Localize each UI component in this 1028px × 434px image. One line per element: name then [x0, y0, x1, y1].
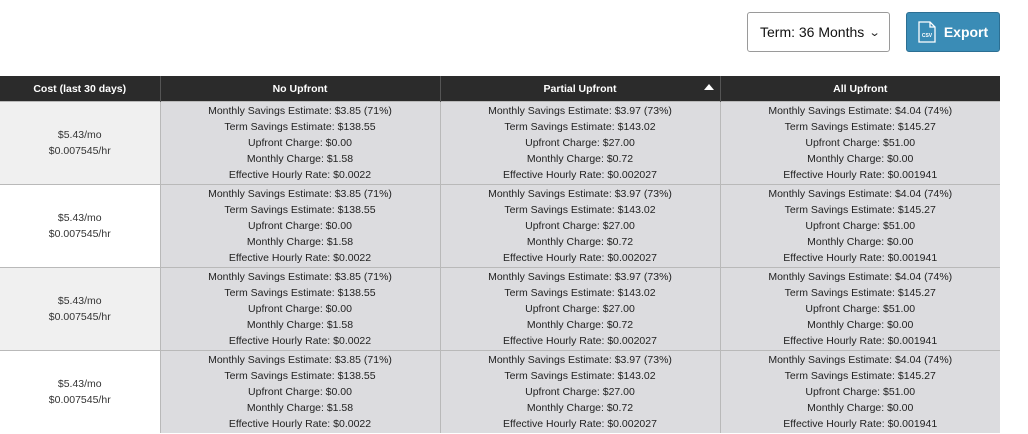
all-upfront-cell	[720, 351, 1000, 434]
header-cost[interactable]: Cost (last 30 days)	[0, 76, 160, 102]
cell-line: Monthly Savings Estimate: $3.97 (73%)	[488, 105, 672, 117]
cell-line: Monthly Charge: $0.72	[526, 402, 634, 414]
cell-line: Term Savings Estimate: $138.55	[224, 204, 376, 216]
csv-file-icon	[918, 21, 936, 43]
no-upfront-cell	[160, 185, 440, 268]
cell-line: Term Savings Estimate: $138.55	[224, 287, 376, 299]
cell-line: Term Savings Estimate: $143.02	[504, 204, 656, 216]
cell-line: Monthly Charge: $1.58	[246, 319, 354, 331]
cell-line: Monthly Charge: $0.00	[807, 319, 914, 331]
cell-line: Effective Hourly Rate: $0.0022	[228, 418, 372, 430]
cell-line: Upfront Charge: $51.00	[805, 303, 916, 315]
cell-line: Term Savings Estimate: $145.27	[784, 204, 936, 216]
cost-cell	[0, 268, 160, 351]
cell-line: Monthly Charge: $1.58	[246, 236, 354, 248]
cell-line: Monthly Savings Estimate: $3.97 (73%)	[488, 354, 672, 366]
cell-line: $0.007545/hr	[48, 228, 111, 240]
cell-line: Term Savings Estimate: $145.27	[784, 121, 936, 133]
cell-line: Upfront Charge: $27.00	[525, 386, 635, 398]
cell-line: $0.007545/hr	[48, 145, 111, 157]
cell-line: Upfront Charge: $27.00	[525, 303, 635, 315]
cell-line: Upfront Charge: $51.00	[805, 220, 916, 232]
export-button[interactable]	[906, 12, 1000, 52]
header-all-upfront[interactable]: All Upfront	[720, 76, 1000, 102]
cell-line: Effective Hourly Rate: $0.0022	[228, 335, 372, 347]
cell-line: Monthly Charge: $0.00	[807, 153, 914, 165]
partial-upfront-cell	[440, 268, 720, 351]
partial-upfront-cell	[440, 102, 720, 185]
header-partial-upfront-label: Partial Upfront	[543, 82, 617, 95]
cell-line: Monthly Charge: $0.00	[807, 402, 914, 414]
partial-upfront-cell	[440, 185, 720, 268]
cell-line: Term Savings Estimate: $138.55	[224, 121, 376, 133]
cell-line: Monthly Charge: $0.72	[526, 319, 634, 331]
cell-line: Effective Hourly Rate: $0.0022	[228, 169, 372, 181]
all-upfront-cell	[720, 102, 1000, 185]
table-row	[0, 185, 1000, 268]
cell-line: Monthly Charge: $0.72	[526, 153, 634, 165]
cell-line: Upfront Charge: $51.00	[805, 386, 916, 398]
cell-line: Monthly Savings Estimate: $4.04 (74%)	[768, 105, 953, 117]
cell-line: Effective Hourly Rate: $0.002027	[503, 169, 657, 181]
cell-line: Monthly Charge: $1.58	[246, 153, 354, 165]
sort-ascending-icon	[704, 84, 714, 90]
cell-line: $0.007545/hr	[48, 311, 111, 323]
cell-line: $5.43/mo	[57, 295, 102, 307]
cell-line: Effective Hourly Rate: $0.001941	[783, 169, 938, 181]
all-upfront-cell	[720, 185, 1000, 268]
cell-line: $0.007545/hr	[48, 394, 111, 406]
toolbar	[747, 12, 1000, 52]
cell-line: Monthly Savings Estimate: $3.85 (71%)	[208, 105, 392, 117]
cell-line: Effective Hourly Rate: $0.002027	[503, 418, 657, 430]
cell-line: Term Savings Estimate: $143.02	[504, 287, 656, 299]
cell-line: Upfront Charge: $27.00	[525, 220, 635, 232]
cost-cell	[0, 351, 160, 434]
partial-upfront-cell	[440, 351, 720, 434]
cell-line: Effective Hourly Rate: $0.0022	[228, 252, 372, 264]
cell-line: Monthly Charge: $0.72	[526, 236, 634, 248]
cell-line: Effective Hourly Rate: $0.002027	[503, 335, 657, 347]
cell-line: Term Savings Estimate: $143.02	[504, 370, 656, 382]
cell-line: Monthly Savings Estimate: $3.97 (73%)	[488, 271, 672, 283]
table-row	[0, 268, 1000, 351]
cell-line: Monthly Charge: $1.58	[246, 402, 354, 414]
chevron-down-icon: ⌄	[868, 26, 881, 39]
cell-line: $5.43/mo	[57, 129, 102, 141]
cost-cell	[0, 102, 160, 185]
no-upfront-cell	[160, 102, 440, 185]
cell-line: Effective Hourly Rate: $0.001941	[783, 335, 938, 347]
cell-line: Monthly Savings Estimate: $3.85 (71%)	[208, 354, 392, 366]
term-select-value: Term: 36 Months	[760, 24, 865, 40]
no-upfront-cell	[160, 351, 440, 434]
cell-line: Term Savings Estimate: $138.55	[224, 370, 376, 382]
cell-line: Term Savings Estimate: $143.02	[504, 121, 656, 133]
cell-line: Monthly Savings Estimate: $4.04 (74%)	[768, 271, 953, 283]
cell-line: Term Savings Estimate: $145.27	[784, 370, 936, 382]
table-row	[0, 351, 1000, 434]
export-button-label: Export	[943, 24, 989, 40]
table-row	[0, 102, 1000, 185]
cell-line: Upfront Charge: $0.00	[248, 303, 352, 315]
cell-line: Monthly Charge: $0.00	[807, 236, 914, 248]
cell-line: Upfront Charge: $0.00	[248, 137, 352, 149]
header-partial-upfront[interactable]	[440, 76, 720, 102]
no-upfront-cell	[160, 268, 440, 351]
cell-line: Monthly Savings Estimate: $3.85 (71%)	[208, 188, 392, 200]
cell-line: Monthly Savings Estimate: $4.04 (74%)	[768, 354, 953, 366]
cell-line: $5.43/mo	[57, 378, 102, 390]
cell-line: Monthly Savings Estimate: $3.85 (71%)	[208, 271, 392, 283]
svg-text:CSV: CSV	[921, 33, 932, 39]
cell-line: Upfront Charge: $51.00	[805, 137, 916, 149]
table-header-row	[0, 76, 1000, 102]
cell-line: Monthly Savings Estimate: $4.04 (74%)	[768, 188, 953, 200]
cell-line: Effective Hourly Rate: $0.001941	[783, 252, 938, 264]
cell-line: Term Savings Estimate: $145.27	[784, 287, 936, 299]
cell-line: Upfront Charge: $0.00	[248, 386, 352, 398]
cell-line: $5.43/mo	[57, 212, 102, 224]
cost-cell	[0, 185, 160, 268]
cell-line: Upfront Charge: $0.00	[248, 220, 352, 232]
header-no-upfront[interactable]: No Upfront	[160, 76, 440, 102]
cell-line: Effective Hourly Rate: $0.001941	[783, 418, 938, 430]
term-select[interactable]	[747, 12, 890, 52]
pricing-table	[0, 76, 1000, 433]
cell-line: Upfront Charge: $27.00	[525, 137, 635, 149]
all-upfront-cell	[720, 268, 1000, 351]
cell-line: Effective Hourly Rate: $0.002027	[503, 252, 657, 264]
cell-line: Monthly Savings Estimate: $3.97 (73%)	[488, 188, 672, 200]
